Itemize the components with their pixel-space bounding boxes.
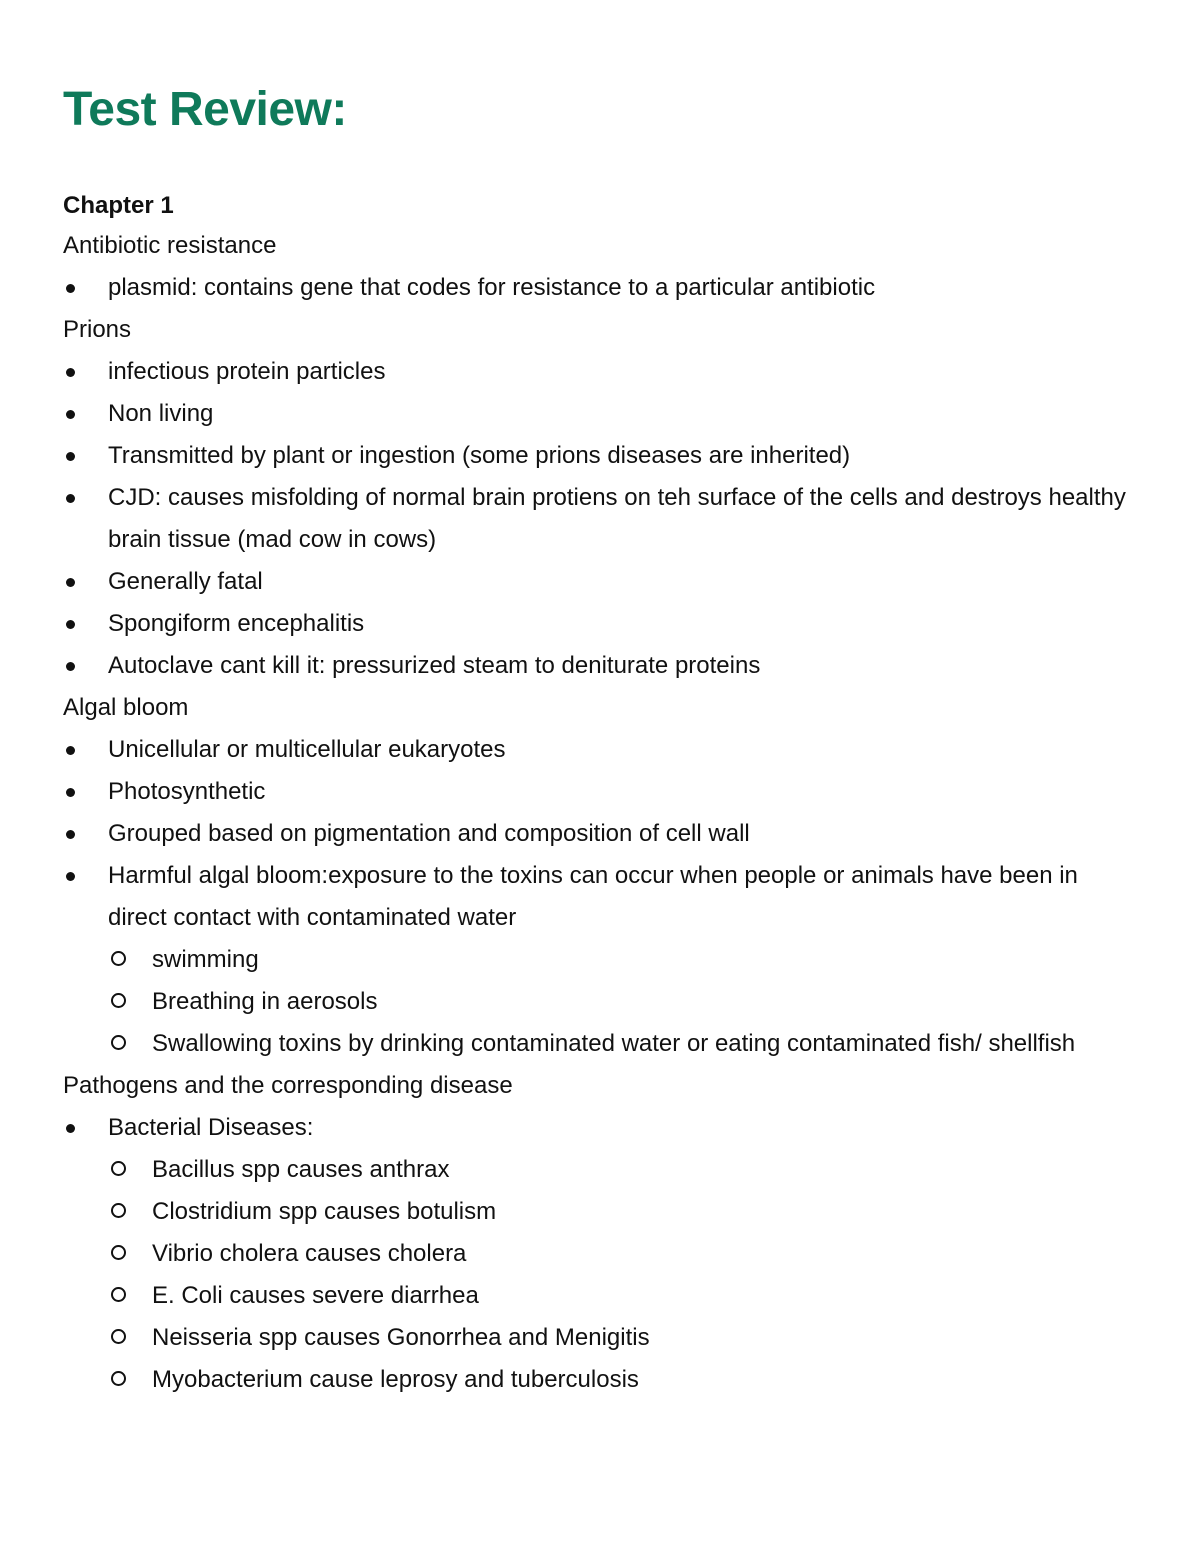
section-title-algal-bloom: Algal bloom: [63, 694, 189, 721]
list-item: Photosynthetic: [63, 771, 1143, 813]
list-item: Transmitted by plant or ingestion (some prions diseases are inherited): [63, 435, 1143, 477]
list-item: Non living: [63, 393, 1143, 435]
pathogens-list: [63, 1107, 1143, 1401]
list-item: infectious protein particles: [63, 351, 1143, 393]
prions-list: [63, 351, 1143, 687]
section-title-prions: Prions: [63, 316, 132, 343]
sub-list-item: Myobacterium cause leprosy and tuberculosis: [63, 1359, 1143, 1401]
list-item: plasmid: contains gene that codes for resistance to a particular antibiotic: [63, 267, 1143, 309]
list-item: Bacterial Diseases:: [63, 1107, 1143, 1149]
sub-list-item: Neisseria spp causes Gonorrhea and Menigitis: [63, 1317, 1143, 1359]
page-title: Test Review:: [63, 83, 347, 136]
list-item: Grouped based on pigmentation and composition of cell wall: [63, 813, 1143, 855]
sub-list-item: swimming: [63, 939, 1143, 981]
section-title-antibiotic-resistance: Antibiotic resistance: [63, 232, 277, 259]
section-title-pathogens: Pathogens and the corresponding disease: [63, 1072, 513, 1099]
list-item: Autoclave cant kill it: pressurized steam to deniturate proteins: [63, 645, 1143, 687]
antibiotic-resistance-list: [63, 267, 1143, 309]
sub-list-item: Clostridium spp causes botulism: [63, 1191, 1143, 1233]
sub-list-item: Swallowing toxins by drinking contaminated water or eating contaminated fish/ shellfish: [63, 1023, 1143, 1065]
list-item: Unicellular or multicellular eukaryotes: [63, 729, 1143, 771]
algal-bloom-list: [63, 729, 1143, 1065]
list-item: Harmful algal bloom:exposure to the toxins can occur when people or animals have been in direct contact with contaminated water: [63, 855, 1143, 939]
document-content: [63, 186, 1143, 1401]
chapter-heading: Chapter 1: [63, 192, 174, 219]
sub-list-item: Vibrio cholera causes cholera: [63, 1233, 1143, 1275]
list-item: Spongiform encephalitis: [63, 603, 1143, 645]
sub-list-item: E. Coli causes severe diarrhea: [63, 1275, 1143, 1317]
sub-list-item: Breathing in aerosols: [63, 981, 1143, 1023]
sub-list-item: Bacillus spp causes anthrax: [63, 1149, 1143, 1191]
list-item: CJD: causes misfolding of normal brain protiens on teh surface of the cells and destroys healthy brain tissue (mad cow in cows): [63, 477, 1143, 561]
list-item: Generally fatal: [63, 561, 1143, 603]
